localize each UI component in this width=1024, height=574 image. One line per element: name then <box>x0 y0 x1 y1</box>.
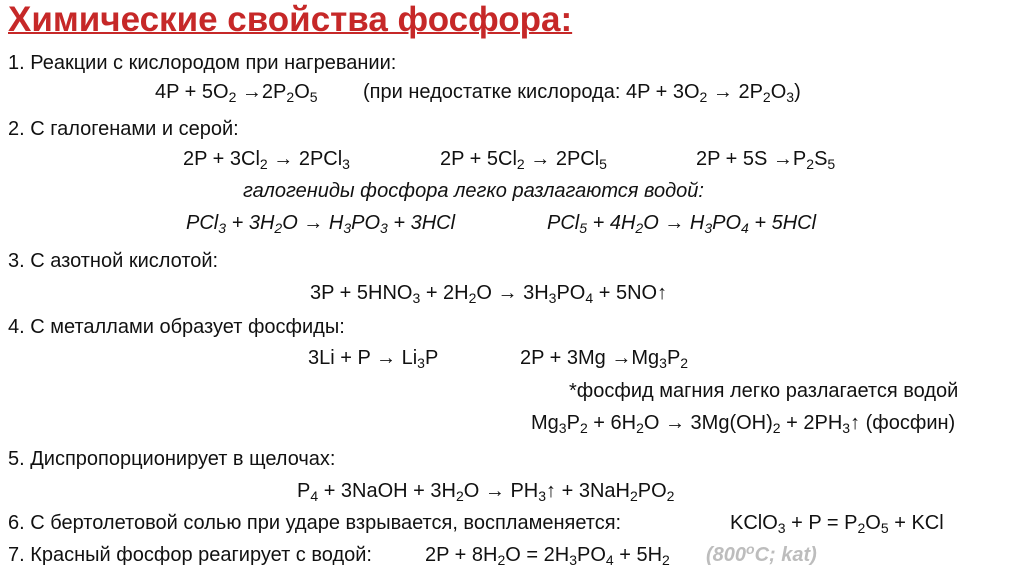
section-1-equation-1: $4P + 5O_2 \to 2P_2O_5$ <box>155 81 318 105</box>
section-1-heading: 1. Реакции с кислородом при нагревании: <box>8 52 397 74</box>
section-5-heading: 5. Диспропорционирует в щелочах: <box>8 448 336 470</box>
page-title: Химические свойства фосфора: <box>8 0 573 39</box>
section-4-equation-2: $2P + 3Mg \to Mg_3P_2$ <box>520 347 689 371</box>
section-4-equation-1: $3Li + P \to Li_3P$ <box>308 347 439 371</box>
section-7-condition: (800$^o$C; kat) <box>706 541 817 566</box>
section-2-equation-1: $2P + 3Cl_2 \to 2PCl_3$ <box>183 148 350 172</box>
section-2-note: галогениды фосфора легко разлагаются водой: <box>243 180 704 202</box>
section-2-heading: 2. С галогенами и серой: <box>8 118 239 140</box>
section-4-note: *фосфид магния легко разлагается водой <box>569 380 959 402</box>
section-1-equation-2: (при недостатке кислорода: $4P + 3O_2 \to 2P_2O_3$) <box>363 81 801 105</box>
section-6-equation-1: KClO$_3$ + $P = P_2O_5$ + KCl <box>730 512 944 536</box>
section-6-heading: 6. С бертолетовой солью при ударе взрывается, воспламеняется: <box>8 512 622 534</box>
section-2-equation-3: $2P + 5S \to P_2S_5$ <box>696 148 836 172</box>
section-2-equation-4: $PCl_3 + 3H_2O \to H_3PO_3 + 3HCl$ <box>186 212 456 236</box>
section-2-equation-5: $PCl_5 + 4H_2O \to H_3PO_4 + 5HCl$ <box>547 212 817 236</box>
section-5-equation-1: $P_4$ + 3NaOH + $3H_2O$ → $PH_3↑ + 3NaH_2PO_2$ <box>297 480 675 504</box>
section-7-equation-1: $2P + 8H_2O = 2H_3PO_4 + 5H_2$ <box>425 544 670 568</box>
section-4-equation-3: $Mg_3P_2 + 6H_2O \to 3Mg(OH)_2$ + $2PH_3↑$ (фосфин) <box>531 412 956 436</box>
section-4-heading: 4. С металлами образует фосфиды: <box>8 316 345 338</box>
section-2-equation-2: $2P + 5Cl_2 \to 2PCl_5$ <box>440 148 607 172</box>
section-3-equation-1: $3P + 5HNO_3 + 2H_2O \to 3H_3PO_4$ + 5NO↑ <box>310 282 668 306</box>
section-3-heading: 3. С азотной кислотой: <box>8 250 219 272</box>
section-7-heading: 7. Красный фосфор реагирует с водой: <box>8 544 372 566</box>
